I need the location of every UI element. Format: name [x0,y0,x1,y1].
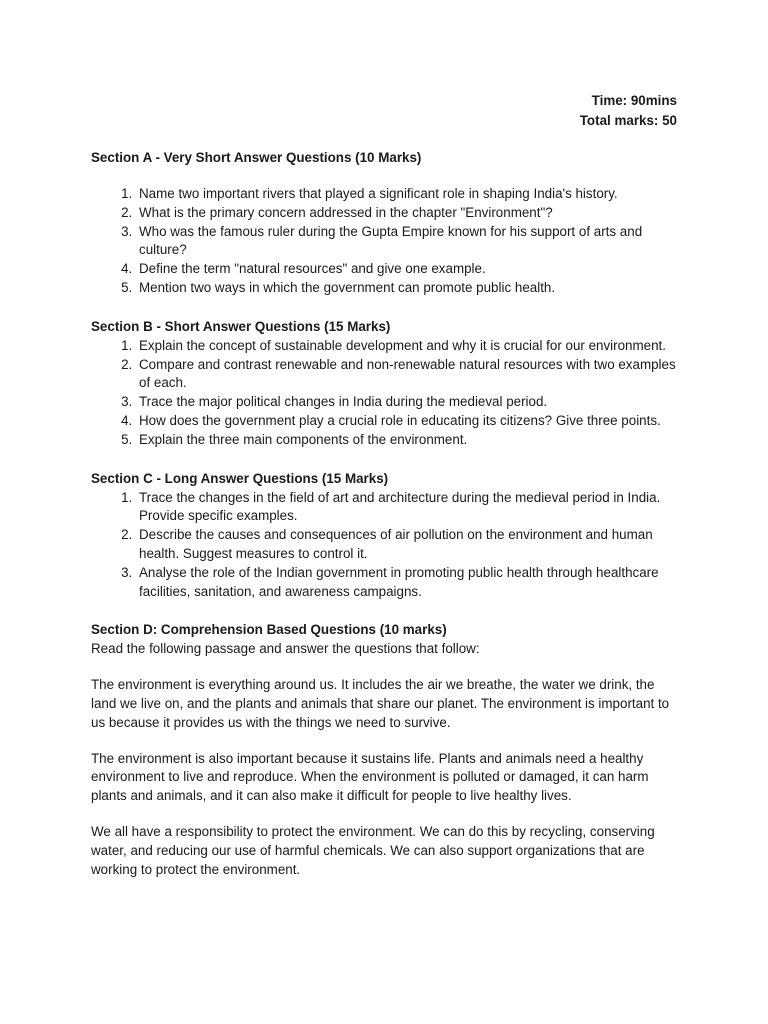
section-a-title: Section A - Very Short Answer Questions (10 Marks) [91,150,422,165]
passage-paragraph-1: The environment is everything around us. It includes the air we breathe, the water we drink, the land we live on, and the plants and animals that share our planet. The environment is important to us because it provides us with the things we need to survive. [91,677,670,730]
section-c-question-3: 3. Analyse the role of the Indian government in promoting public health through healthcare facilities, sanitation, and awareness campaigns. [136,564,681,602]
section-b-questions [91,337,681,450]
section-b-question-3: 3. Trace the major political changes in India during the medieval period. [136,393,681,412]
section-b-question-1: 1. Explain the concept of sustainable development and why it is crucial for our environment. [136,337,681,356]
passage-paragraph-3: We all have a responsibility to protect the environment. We can do this by recycling, conserving water, and reducing our use of harmful chemicals. We can also support organizations that are working to protect the environment. [91,823,655,877]
exam-total-marks: Total marks: 50 [579,113,677,128]
section-a-question-2: 2. What is the primary concern addressed in the chapter "Environment"? [136,204,681,223]
section-b-question-2: 2. Compare and contrast renewable and non-renewable natural resources with two examples of each. [136,356,681,394]
section-c-question-2: 2. Describe the causes and consequences of air pollution on the environment and human health. Suggest measures to control it. [136,526,681,564]
section-a-question-3: 3. Who was the famous ruler during the Gupta Empire known for his support of arts and culture? [136,223,681,261]
exam-header [580,91,677,131]
exam-content [91,148,681,879]
section-a-question-4: 4. Define the term "natural resources" and give one example. [136,260,681,279]
section-b-question-5: 5. Explain the three main components of the environment. [136,431,681,450]
passage-paragraph-2: The environment is also important because it sustains life. Plants and animals need a healthy environment to live and reproduce. When the environment is polluted or damaged, it can harm plants and animals, and it can also make it difficult for people to live healthy lives. [91,750,649,804]
section-a-question-5: 5. Mention two ways in which the government can promote public health. [136,279,681,298]
section-c-question-1: 1. Trace the changes in the field of art and architecture during the medieval period in India. Provide specific examples. [136,489,681,527]
section-c-title: Section C - Long Answer Questions (15 Marks) [91,470,389,486]
section-b-question-4: 4. How does the government play a crucial role in educating its citizens? Give three points. [136,412,681,431]
section-b-title: Section B - Short Answer Questions (15 Marks) [91,318,391,334]
exam-time: Time: 90mins [591,93,677,108]
section-a-question-1: 1. Name two important rivers that played a significant role in shaping India's history. [136,185,681,204]
section-c-questions [91,489,681,602]
section-d-title: Section D: Comprehension Based Questions (10 marks) [91,622,447,638]
section-a-questions [91,185,681,298]
section-d-instruction: Read the following passage and answer the questions that follow: [91,641,480,657]
